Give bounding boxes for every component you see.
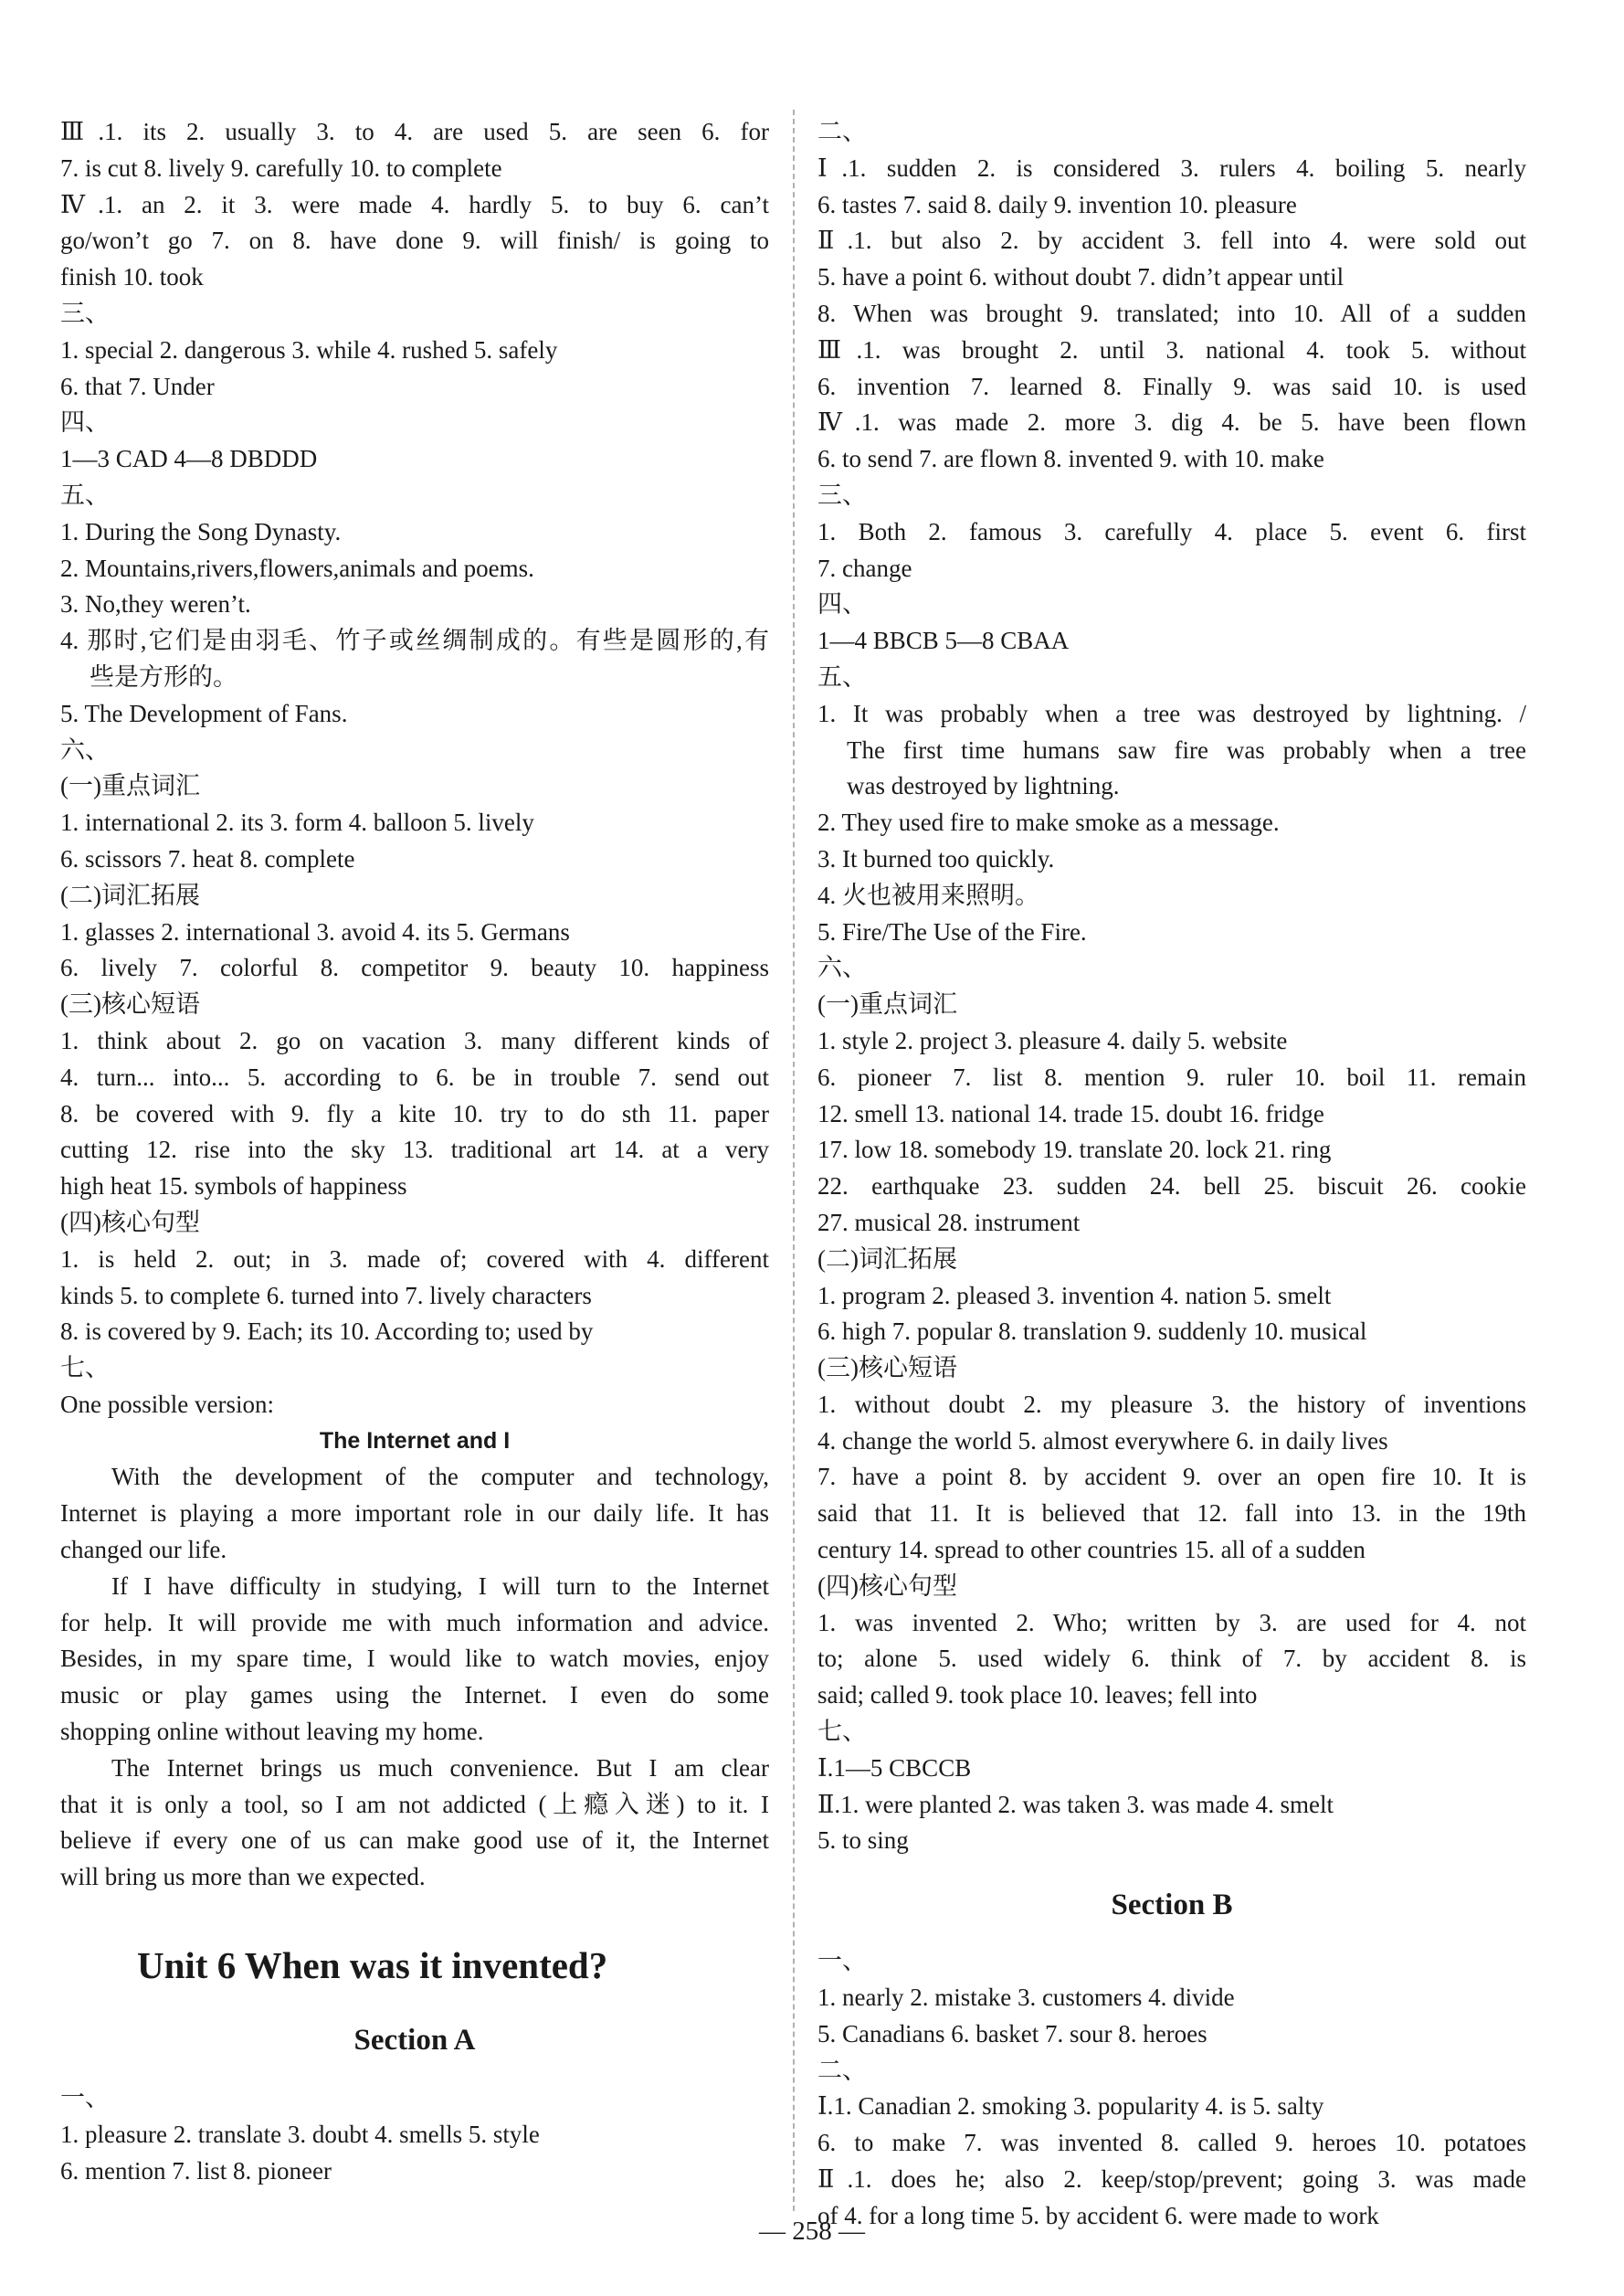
answer-list <box>817 114 1526 1859</box>
text-line: 5. to sing <box>817 1826 909 1855</box>
text-line: 5. Canadians 6. basket 7. sour 8. heroes <box>817 2019 1207 2047</box>
text-line: 12. smell 13. national 14. trade 15. doubt 16. fridge <box>817 1099 1324 1127</box>
text-line: (四)核心句型 <box>60 1208 200 1236</box>
section-a-heading: Section A <box>353 2024 476 2058</box>
text-line: Ⅰ.1—5 CBCCB <box>817 1753 972 1782</box>
text-line: 1. without doubt 2. my pleasure 3. the history of inventions <box>817 1390 1526 1418</box>
text-line: 4. change the world 5. almost everywhere 6. in daily lives <box>817 1426 1388 1455</box>
text-line: 17. low 18. somebody 19. translate 20. lock 21. ring <box>817 1136 1332 1164</box>
text-line: 5. The Development of Fans. <box>60 699 348 727</box>
essay-body <box>60 1459 769 1896</box>
text-line: 3. No,they weren’t. <box>60 590 251 619</box>
text-line: Ⅳ.1. was made 2. more 3. dig 4. be 5. have been flown <box>817 408 1526 437</box>
right-column <box>817 114 1526 2235</box>
text-line: shopping online without leaving my home. <box>60 1718 484 1746</box>
text-line: 3. It burned too quickly. <box>817 844 1055 873</box>
text-line: 一、 <box>817 1947 867 1975</box>
text-line: 1. It was probably when a tree was destroyed by lightning. / <box>817 699 1526 727</box>
text-line: 6. that 7. Under <box>60 372 215 400</box>
text-line: 四、 <box>60 408 110 437</box>
text-line: 6. to make 7. was invented 8. called 9. heroes 10. potatoes <box>817 2129 1526 2157</box>
text-line: 二、 <box>817 2056 867 2084</box>
text-line: 四、 <box>817 590 867 619</box>
text-line: 1. is held 2. out; in 3. made of; covered with 4. different <box>60 1244 769 1273</box>
text-line: cutting 12. rise into the sky 13. traditional art 14. at a very <box>60 1136 769 1164</box>
text-line: 些是方形的。 <box>90 662 237 691</box>
text-line: 1. glasses 2. international 3. avoid 4. its 5. Germans <box>60 917 570 946</box>
text-line: Ⅰ.1. Canadian 2. smoking 3. popularity 4. is 5. salty <box>817 2092 1324 2121</box>
text-line: (四)核心句型 <box>817 1571 957 1600</box>
text-line: The first time humans saw fire was probably when a tree <box>847 735 1526 764</box>
essay-title: The Internet and I <box>319 1427 511 1454</box>
text-line: high heat 15. symbols of happiness <box>60 1172 407 1201</box>
text-line: Ⅱ.1. but also 2. by accident 3. fell into 4. were sold out <box>817 227 1526 255</box>
text-line: 六、 <box>60 735 110 764</box>
text-line: The Internet brings us much convenience. But I am clear <box>111 1753 769 1782</box>
text-line: 七、 <box>817 1718 867 1746</box>
text-line: 五、 <box>817 662 867 691</box>
text-line: 1. During the Song Dynasty. <box>60 517 342 545</box>
text-line: 7. have a point 8. by accident 9. over an open fire 10. It is <box>817 1463 1526 1491</box>
text-line: 6. high 7. popular 8. translation 9. suddenly 10. musical <box>817 1317 1367 1346</box>
text-line: 1. international 2. its 3. form 4. balloon 5. lively <box>60 809 534 837</box>
text-line: 1. special 2. dangerous 3. while 4. rushed 5. safely <box>60 335 558 364</box>
unit-title: Unit 6 When was it invented? <box>137 1944 608 1987</box>
section-a-answers <box>60 2080 769 2189</box>
text-line: Ⅳ.1. an 2. it 3. were made 4. hardly 5. to buy 6. can’t <box>60 190 769 218</box>
section-b-answers <box>817 1943 1526 2234</box>
text-line: 1. Both 2. famous 3. carefully 4. place 5. event 6. first <box>817 517 1526 545</box>
text-line: of 4. for a long time 5. by accident 6. were made to work <box>817 2201 1379 2229</box>
text-line: that it is only a tool, so I am not addicted (上瘾入迷) to it. I <box>60 1790 769 1818</box>
text-line: music or play games using the Internet. I even do some <box>60 1681 769 1709</box>
text-line: 7. change <box>817 554 912 582</box>
text-line: believe if every one of us can make good use of it, the Internet <box>60 1826 769 1855</box>
text-line: If I have difficulty in studying, I will turn to the Internet <box>111 1571 769 1600</box>
text-line: 二、 <box>817 118 867 145</box>
text-line: 七、 <box>60 1354 110 1382</box>
column-divider <box>793 110 795 2211</box>
text-line: go/won’t go 7. on 8. have done 9. will finish/ is going to <box>60 227 769 255</box>
text-line: 22. earthquake 23. sudden 24. bell 25. biscuit 26. cookie <box>817 1172 1526 1201</box>
text-line: century 14. spread to other countries 15. all of a sudden <box>817 1536 1366 1564</box>
text-line: 1. was invented 2. Who; written by 3. are used for 4. not <box>817 1608 1526 1636</box>
text-line: said; called 9. took place 10. leaves; fell into <box>817 1681 1258 1709</box>
text-line: will bring us more than we expected. <box>60 1863 426 1891</box>
text-line: 4. turn... into... 5. according to 6. be in trouble 7. send out <box>60 1063 769 1091</box>
text-line: 8. be covered with 9. fly a kite 10. try to do sth 11. paper <box>60 1099 769 1127</box>
text-line: Ⅱ.1. does he; also 2. keep/stop/prevent; going 3. was made <box>817 2165 1526 2194</box>
text-line: 6. pioneer 7. list 8. mention 9. ruler 10. boil 11. remain <box>817 1063 1526 1091</box>
text-line: 1. think about 2. go on vacation 3. many different kinds of <box>60 1026 769 1054</box>
text-line: 6. to send 7. are flown 8. invented 9. with 10. make <box>817 445 1324 473</box>
text-line: 2. Mountains,rivers,flowers,animals and poems. <box>60 554 534 582</box>
page-number: — 258 — <box>759 2217 865 2246</box>
text-line: (一)重点词汇 <box>817 990 957 1019</box>
text-line: 6. scissors 7. heat 8. complete <box>60 844 355 873</box>
text-line: 1—4 BBCB 5—8 CBAA <box>817 627 1070 655</box>
text-line: 7. is cut 8. lively 9. carefully 10. to complete <box>60 153 502 182</box>
answer-list <box>60 114 769 1423</box>
text-line: Ⅲ.1. was brought 2. until 3. national 4. took 5. without <box>817 335 1526 364</box>
text-line: 1. program 2. pleased 3. invention 4. nation 5. smelt <box>817 1281 1332 1309</box>
text-line: 五、 <box>60 481 110 509</box>
text-line: 1. nearly 2. mistake 3. customers 4. divide <box>817 1984 1235 2012</box>
text-line: (一)重点词汇 <box>60 772 200 800</box>
text-line: 8. is covered by 9. Each; its 10. According to; used by <box>60 1317 594 1346</box>
text-line: Ⅱ.1. were planted 2. was taken 3. was made 4. smelt <box>817 1790 1334 1818</box>
text-line: (二)词汇拓展 <box>817 1244 957 1273</box>
text-line: changed our life. <box>60 1536 227 1564</box>
text-line: 1—3 CAD 4—8 DBDDD <box>60 445 318 473</box>
text-line: 2. They used fire to make smoke as a message. <box>817 809 1280 837</box>
text-line: With the development of the computer and technology, <box>111 1463 769 1491</box>
text-line: finish 10. took <box>60 263 204 291</box>
text-line: Besides, in my spare time, I would like to watch movies, enjoy <box>60 1645 769 1673</box>
text-line: to; alone 5. used widely 6. think of 7. by accident 8. is <box>817 1645 1526 1673</box>
text-line: (三)核心短语 <box>817 1354 957 1382</box>
text-line: One possible version: <box>60 1390 274 1418</box>
text-line: Internet is playing a more important role in our daily life. It has <box>60 1499 769 1528</box>
left-column <box>60 114 769 2189</box>
text-line: (二)词汇拓展 <box>60 881 200 909</box>
text-line: said that 11. It is believed that 12. fall into 13. in the 19th <box>817 1499 1526 1528</box>
text-line: 5. Fire/The Use of the Fire. <box>817 917 1087 946</box>
text-line: 6. lively 7. colorful 8. competitor 9. beauty 10. happiness <box>60 954 769 982</box>
text-line: 6. invention 7. learned 8. Finally 9. was said 10. is used <box>817 372 1526 400</box>
text-line: 6. tastes 7. said 8. daily 9. invention 10. pleasure <box>817 190 1297 218</box>
text-line: 一、 <box>60 2084 110 2112</box>
text-line: for help. It will provide me with much information and advice. <box>60 1608 769 1636</box>
text-line: 4. 那时,它们是由羽毛、竹子或丝绸制成的。有些是圆形的,有 <box>60 627 769 655</box>
text-line: 三、 <box>60 299 110 327</box>
text-line: 三、 <box>817 481 867 509</box>
text-line: Ⅰ.1. sudden 2. is considered 3. rulers 4. boiling 5. nearly <box>817 153 1526 182</box>
text-line: was destroyed by lightning. <box>847 772 1120 800</box>
text-line: 6. mention 7. list 8. pioneer <box>60 2156 332 2185</box>
text-line: 5. have a point 6. without doubt 7. didn’t appear until <box>817 263 1345 291</box>
text-line: kinds 5. to complete 6. turned into 7. lively characters <box>60 1281 592 1309</box>
text-line: 1. style 2. project 3. pleasure 4. daily 5. website <box>817 1026 1288 1054</box>
text-line: Ⅲ.1. its 2. usually 3. to 4. are used 5. are seen 6. for <box>60 118 769 145</box>
section-b-heading: Section B <box>1111 1889 1233 1922</box>
text-line: 27. musical 28. instrument <box>817 1208 1081 1236</box>
text-line: (三)核心短语 <box>60 990 200 1019</box>
text-line: 1. pleasure 2. translate 3. doubt 4. smells 5. style <box>60 2120 540 2148</box>
text-line: 4. 火也被用来照明。 <box>817 881 1039 909</box>
text-line: 六、 <box>817 954 867 982</box>
text-line: 8. When was brought 9. translated; into 10. All of a sudden <box>817 299 1526 327</box>
